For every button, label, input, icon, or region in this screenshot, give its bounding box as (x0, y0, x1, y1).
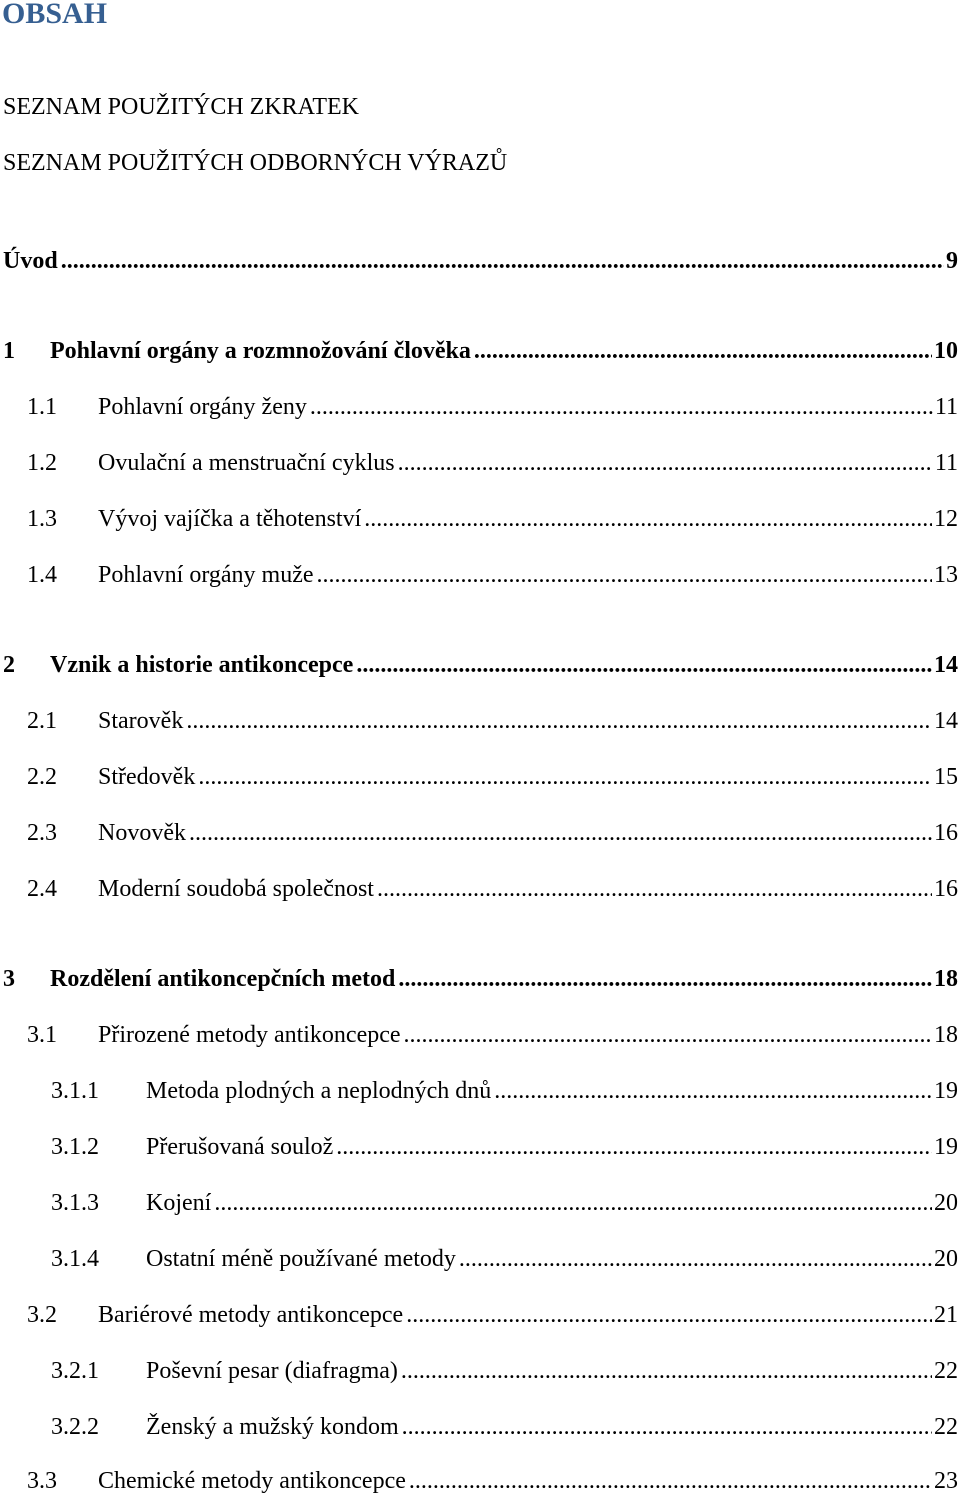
toc-title: Ovulační a menstruační cyklus (98, 450, 395, 476)
toc-number: 3.1.1 (51, 1078, 99, 1104)
toc-leader (186, 706, 932, 736)
toc-page: 16 (934, 820, 958, 846)
toc-title: Vznik a historie antikoncepce (50, 652, 354, 678)
toc-entry-intro[interactable] (3, 246, 958, 276)
toc-number: 2.2 (27, 764, 57, 790)
toc-number: 3.1.3 (51, 1190, 99, 1216)
toc-leader (198, 762, 932, 792)
toc-number: 2.1 (27, 708, 57, 734)
toc-page: 12 (934, 506, 958, 532)
toc-leader (406, 1300, 932, 1330)
toc-leader (404, 1020, 932, 1050)
toc-title: Starověk (98, 708, 184, 734)
toc-title: Ženský a mužský kondom (146, 1414, 399, 1440)
toc-page: 19 (934, 1134, 958, 1160)
toc-leader (459, 1244, 932, 1274)
toc-number: 3.2.2 (51, 1414, 99, 1440)
toc-page: 16 (934, 876, 958, 902)
toc-leader (377, 874, 932, 904)
toc-page: 21 (934, 1302, 958, 1328)
toc-title: Pohlavní orgány a rozmnožování člověka (50, 338, 471, 364)
toc-title: Rozdělení antikoncepčních metod (50, 966, 396, 992)
toc-number: 3.2 (27, 1302, 57, 1328)
toc-page: 22 (934, 1414, 958, 1440)
toc-entry-2-3[interactable] (27, 818, 958, 848)
toc-number: 2.4 (27, 876, 57, 902)
toc-leader (61, 246, 944, 276)
toc-number: 3.3 (27, 1468, 57, 1494)
toc-leader (214, 1188, 932, 1218)
toc-entry-3-1-2[interactable] (51, 1132, 958, 1162)
toc-entry-3-1[interactable] (27, 1020, 958, 1050)
toc-title: Kojení (146, 1190, 212, 1216)
toc-entry-2-1[interactable] (27, 706, 958, 736)
toc-entry-2-2[interactable] (27, 762, 958, 792)
toc-entry-2-4[interactable] (27, 874, 958, 904)
toc-title: Poševní pesar (diafragma) (146, 1358, 398, 1384)
list-terms[interactable]: SEZNAM POUŽITÝCH ODBORNÝCH VÝRAZŮ (3, 150, 508, 176)
toc-leader (364, 504, 932, 534)
toc-title: Novověk (98, 820, 186, 846)
toc-entry-1[interactable] (3, 336, 958, 366)
toc-page: 14 (934, 652, 958, 678)
toc-number: 3 (3, 966, 15, 992)
toc-number: 3.1.2 (51, 1134, 99, 1160)
toc-number: 1.3 (27, 506, 57, 532)
toc-entry-1-4[interactable] (27, 560, 958, 590)
toc-leader (310, 392, 933, 422)
toc-title: Bariérové metody antikoncepce (98, 1302, 404, 1328)
toc-page: 10 (934, 338, 958, 364)
toc-number: 2 (3, 652, 15, 678)
toc-page: 19 (934, 1078, 958, 1104)
toc-page: 20 (934, 1246, 958, 1272)
toc-page: 11 (934, 394, 958, 420)
toc-leader (401, 1356, 932, 1386)
toc-entry-3-2[interactable] (27, 1300, 958, 1330)
toc-page: 22 (934, 1358, 958, 1384)
toc-entry-3-1-1[interactable] (51, 1076, 958, 1106)
toc-leader (398, 964, 932, 994)
toc-number: 1.1 (27, 394, 57, 420)
toc-page: 18 (934, 1022, 958, 1048)
toc-leader (336, 1132, 932, 1162)
toc-leader (494, 1076, 932, 1106)
toc-title: Pohlavní orgány ženy (98, 394, 307, 420)
toc-leader (356, 650, 932, 680)
page-title: OBSAH (2, 0, 108, 30)
toc-number: 3.1.4 (51, 1246, 99, 1272)
toc-title: Metoda plodných a neplodných dnů (146, 1078, 492, 1104)
toc-title: Chemické metody antikoncepce (98, 1468, 406, 1494)
toc-title: Vývoj vajíčka a těhotenství (98, 506, 362, 532)
toc-leader (189, 818, 932, 848)
toc-page: 9 (946, 248, 958, 274)
toc-entry-3[interactable] (3, 964, 958, 994)
toc-title: Ostatní méně používané metody (146, 1246, 456, 1272)
toc-page: 18 (934, 966, 958, 992)
toc-entry-3-1-3[interactable] (51, 1188, 958, 1218)
toc-entry-3-2-1[interactable] (51, 1356, 958, 1386)
toc-page: 23 (934, 1468, 958, 1494)
toc-entry-1-1[interactable] (27, 392, 958, 422)
toc-number: 3.2.1 (51, 1358, 99, 1384)
toc-entry-2[interactable] (3, 650, 958, 680)
toc-leader (402, 1412, 932, 1442)
toc-leader (398, 448, 933, 478)
toc-page: 20 (934, 1190, 958, 1216)
toc-page: 15 (934, 764, 958, 790)
toc-entry-1-2[interactable] (27, 448, 958, 478)
toc-page: 14 (934, 708, 958, 734)
toc-title: Moderní soudobá společnost (98, 876, 374, 902)
toc-title: Přirozené metody antikoncepce (98, 1022, 401, 1048)
toc-page: 13 (934, 562, 958, 588)
toc-title: Úvod (3, 248, 58, 274)
toc-entry-3-2-2[interactable] (51, 1412, 958, 1442)
toc-leader (317, 560, 932, 590)
list-abbreviations[interactable]: SEZNAM POUŽITÝCH ZKRATEK (3, 94, 359, 120)
toc-number: 1.2 (27, 450, 57, 476)
toc-entry-3-1-4[interactable] (51, 1244, 958, 1274)
toc-title: Přerušovaná soulož (146, 1134, 334, 1160)
toc-entry-3-3[interactable] (27, 1466, 958, 1496)
toc-entry-1-3[interactable] (27, 504, 958, 534)
toc-leader (409, 1466, 932, 1496)
toc-number: 1 (3, 338, 15, 364)
toc-title: Středověk (98, 764, 196, 790)
toc-page: 11 (934, 450, 958, 476)
toc-number: 3.1 (27, 1022, 57, 1048)
toc-leader (474, 336, 932, 366)
toc-number: 1.4 (27, 562, 57, 588)
toc-number: 2.3 (27, 820, 57, 846)
toc-title: Pohlavní orgány muže (98, 562, 314, 588)
